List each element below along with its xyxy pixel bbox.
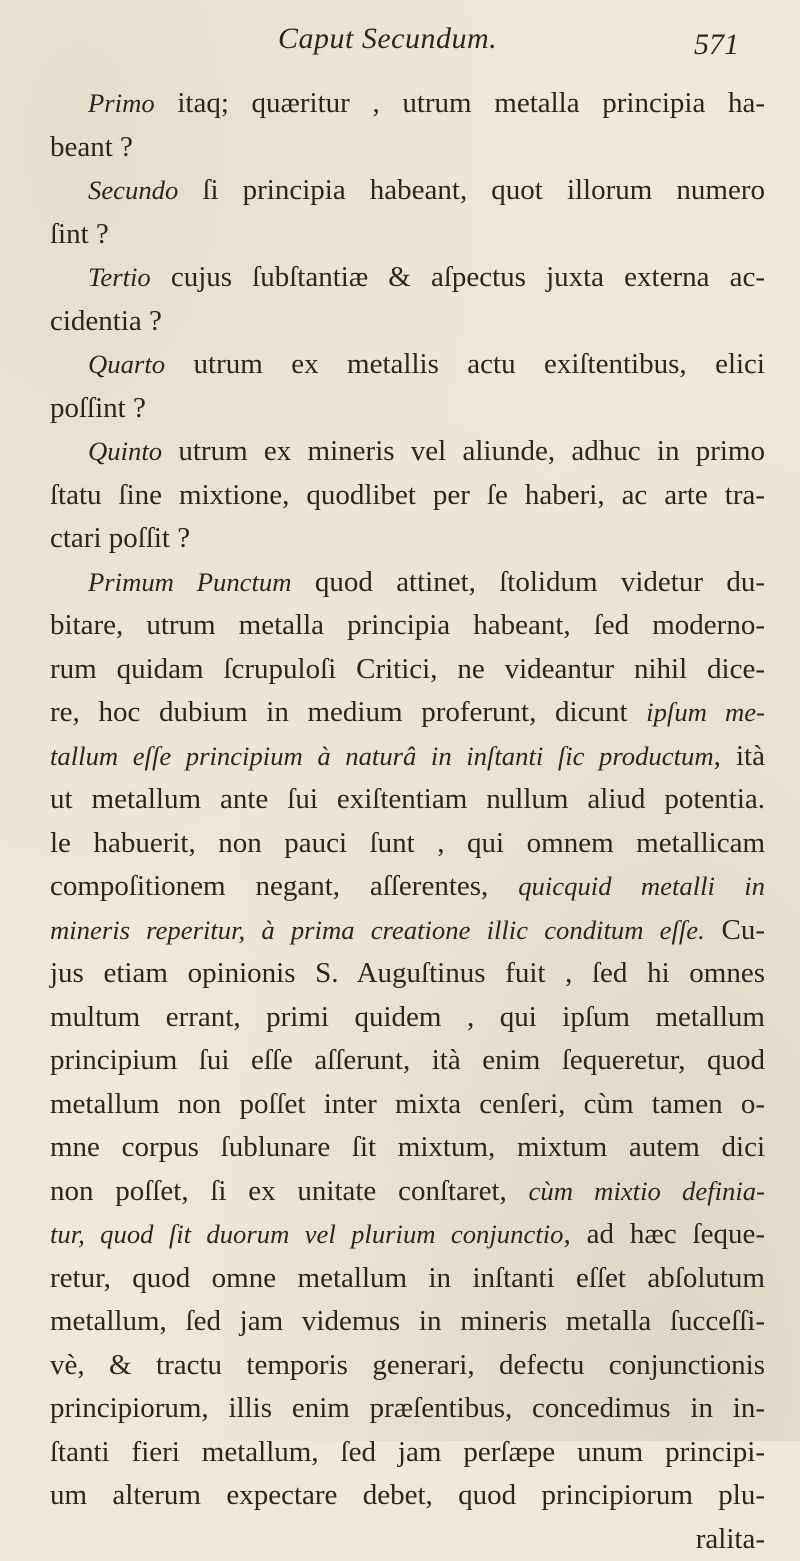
text-line	[50, 1518, 765, 1561]
roman-text: poſſint ?	[50, 392, 146, 424]
text-line	[50, 256, 765, 300]
italic-text: tur, quod ſit duorum vel plurium conjunctio	[50, 1219, 563, 1249]
text-line	[50, 996, 765, 1040]
italic-text: ipſum me-	[646, 697, 765, 727]
roman-text: itaq; quæritur , utrum metalla principia ha-	[155, 87, 765, 119]
text-line	[50, 343, 765, 387]
roman-text: , ità	[714, 740, 765, 772]
roman-text: ſtanti fieri metallum, ſed jam perſæpe unum principi-	[50, 1436, 765, 1468]
running-head: Caput Secundum.	[278, 22, 497, 56]
roman-text: jus etiam opinionis S. Auguſtinus fuit , ſed hi omnes	[50, 957, 765, 989]
roman-text: utrum ex mineris vel aliunde, adhuc in primo	[162, 435, 765, 467]
text-line	[50, 82, 765, 126]
text-line	[50, 1431, 765, 1475]
roman-text: beant ?	[50, 131, 133, 163]
body-text	[50, 82, 765, 1561]
page-header	[0, 22, 800, 72]
roman-text: mne corpus ſublunare ſit mixtum, mixtum autem dici	[50, 1131, 765, 1163]
roman-text: cidentia ?	[50, 305, 162, 337]
text-line	[50, 517, 765, 561]
italic-text: Primo	[88, 88, 155, 118]
text-line	[50, 822, 765, 866]
text-line	[50, 778, 765, 822]
roman-text: principiorum, illis enim præſentibus, concedimus in in-	[50, 1392, 765, 1424]
roman-text: rum quidam ſcrupuloſi Critici, ne videantur nihil dice-	[50, 653, 765, 685]
italic-text: tallum eſſe principium à naturâ in inſtanti ſic productum	[50, 741, 714, 771]
text-line	[50, 865, 765, 909]
text-line	[50, 126, 765, 170]
text-line	[50, 1300, 765, 1344]
roman-text: ut metallum ante ſui exiſtentiam nullum aliud potentia.	[50, 783, 765, 815]
italic-text: Tertio	[88, 262, 151, 292]
text-line	[50, 952, 765, 996]
text-line	[50, 387, 765, 431]
roman-text: quod attinet, ſtolidum videtur du-	[292, 566, 766, 598]
text-line	[50, 213, 765, 257]
roman-text: cujus ſubſtantiæ & aſpectus juxta externa ac-	[151, 261, 765, 293]
italic-text: Quarto	[88, 349, 165, 379]
text-line	[50, 1039, 765, 1083]
text-line	[50, 691, 765, 735]
roman-text: re, hoc dubium in medium proferunt, dicunt	[50, 696, 646, 728]
roman-text: multum errant, primi quidem , qui ipſum metallum	[50, 1001, 765, 1033]
text-line	[50, 561, 765, 605]
roman-text: principium ſui eſſe aſſerunt, ità enim ſequeretur, quod	[50, 1044, 765, 1076]
text-line	[50, 430, 765, 474]
roman-text: ſi principia habeant, quot illorum numero	[178, 174, 765, 206]
italic-text: mineris reperitur, à prima creatione illic conditum eſſe.	[50, 915, 705, 945]
text-line	[50, 1344, 765, 1388]
roman-text: utrum ex metallis actu exiſtentibus, elici	[165, 348, 765, 380]
text-line	[50, 1387, 765, 1431]
text-line	[50, 604, 765, 648]
text-line	[50, 1257, 765, 1301]
roman-text: ſtatu ſine mixtione, quodlibet per ſe haberi, ac arte tra-	[50, 479, 765, 511]
text-line	[50, 909, 765, 953]
roman-text: ralita-	[696, 1523, 765, 1555]
text-line	[50, 1083, 765, 1127]
text-line	[50, 169, 765, 213]
roman-text: retur, quod omne metallum in inſtanti eſſet abſolutum	[50, 1262, 765, 1294]
roman-text: um alterum expectare debet, quod principiorum plu-	[50, 1479, 765, 1511]
text-line	[50, 1126, 765, 1170]
italic-text: Primum Punctum	[88, 567, 292, 597]
italic-text: Secundo	[88, 175, 178, 205]
text-line	[50, 735, 765, 779]
italic-text: cùm mixtio definia-	[529, 1176, 765, 1206]
roman-text: metallum, ſed jam videmus in mineris metalla ſucceſſi-	[50, 1305, 765, 1337]
roman-text: non poſſet, ſi ex unitate conſtaret,	[50, 1175, 529, 1207]
roman-text: , ad hæc ſeque-	[563, 1218, 765, 1250]
roman-text: bitare, utrum metalla principia habeant, ſed moderno-	[50, 609, 765, 641]
text-line	[50, 1213, 765, 1257]
roman-text: metallum non poſſet inter mixta cenſeri, cùm tamen o-	[50, 1088, 765, 1120]
italic-text: quicquid metalli in	[518, 871, 765, 901]
roman-text: ſint ?	[50, 218, 109, 250]
roman-text: vè, & tractu temporis generari, defectu conjunctionis	[50, 1349, 765, 1381]
text-line	[50, 300, 765, 344]
text-line	[50, 1474, 765, 1518]
text-line	[50, 474, 765, 518]
roman-text: le habuerit, non pauci ſunt , qui omnem metallicam	[50, 827, 765, 859]
roman-text: Cu-	[705, 914, 765, 946]
text-line	[50, 1170, 765, 1214]
text-line	[50, 648, 765, 692]
roman-text: compoſitionem negant, aſſerentes,	[50, 870, 518, 902]
roman-text: ctari poſſit ?	[50, 522, 190, 554]
italic-text: Quinto	[88, 436, 162, 466]
page-number: 571	[694, 28, 739, 62]
